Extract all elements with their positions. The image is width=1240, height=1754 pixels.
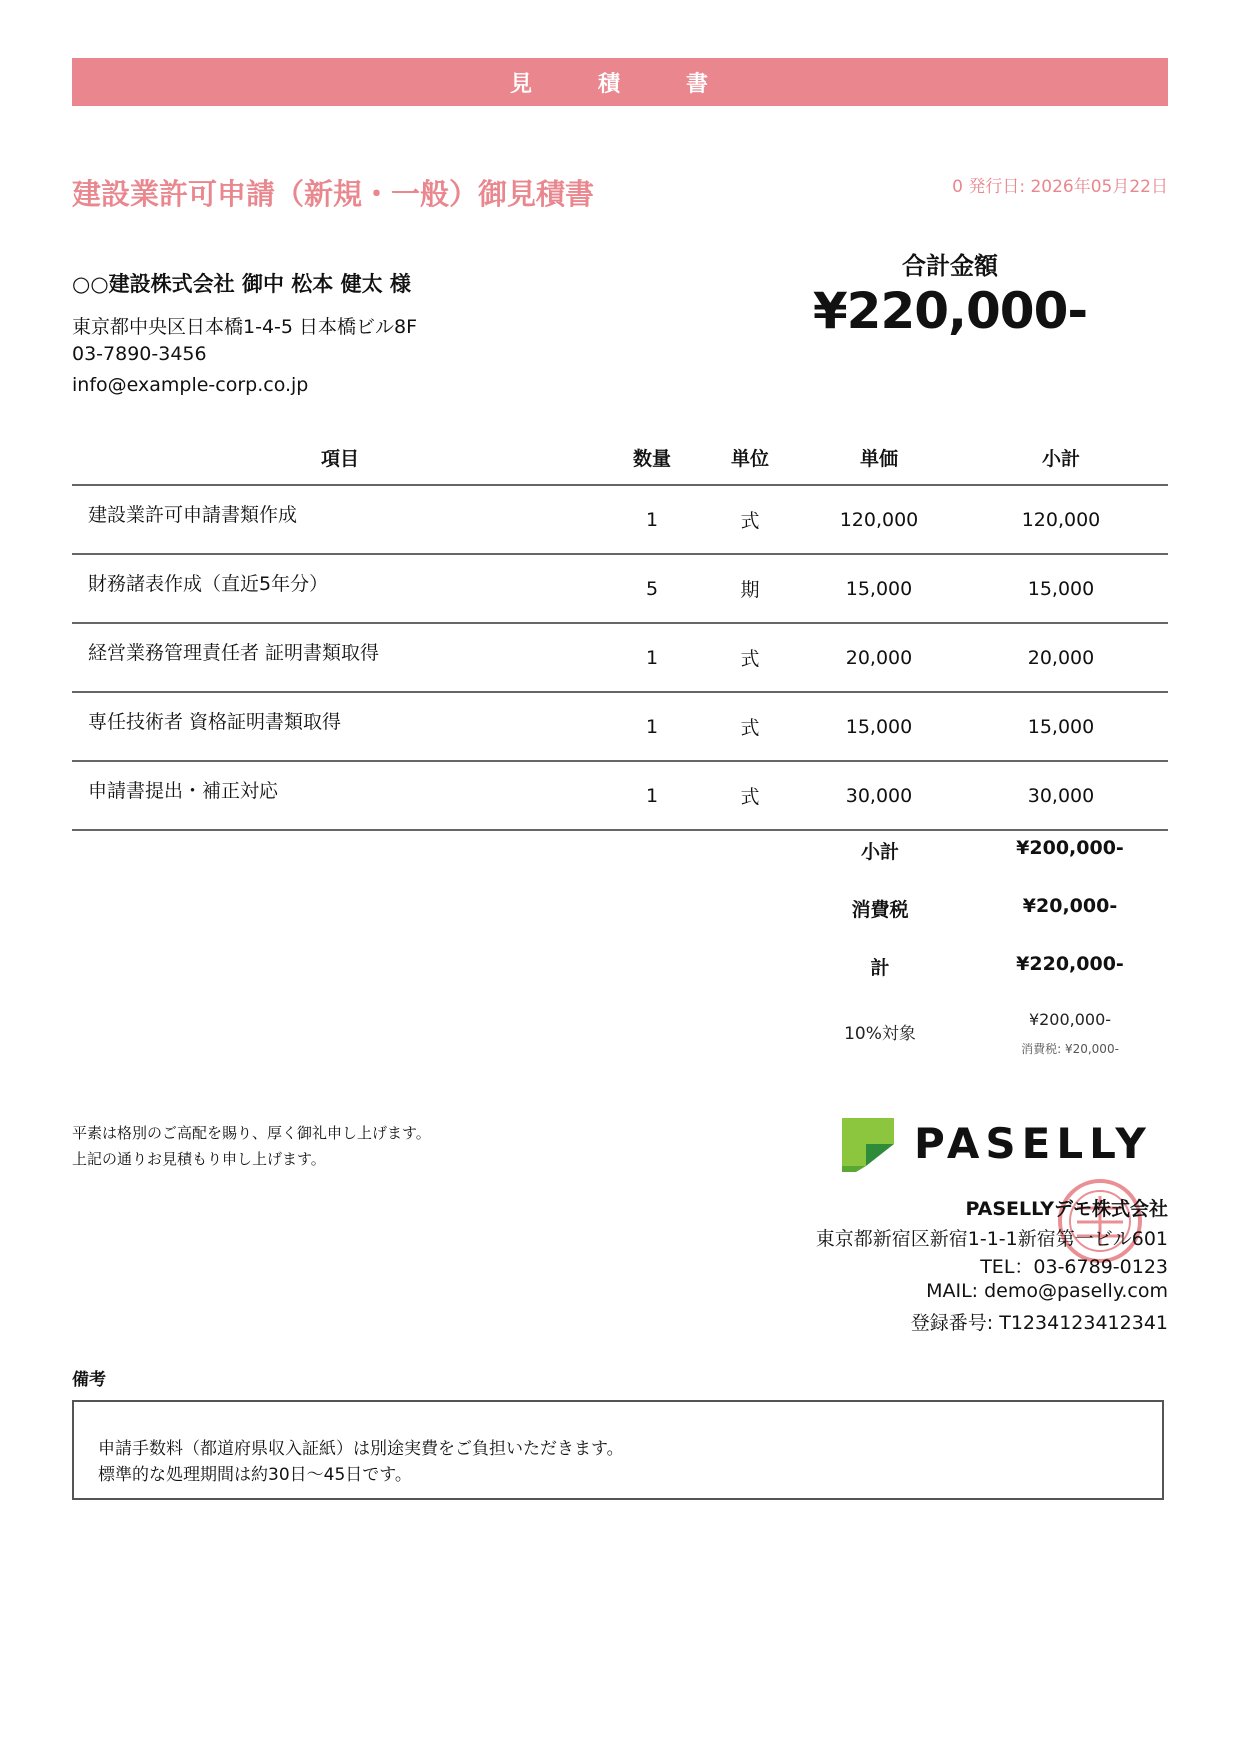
document-type-banner: 見 積 書 [72,58,1168,106]
tax-label: 消費税 [851,899,909,921]
remarks-line-1: 申請手数料（都道府県収入証紙）は別途実費をご負担いただきます。 [98,1439,624,1459]
remarks-line-2: 標準的な処理期間は約30日〜45日です。 [98,1465,412,1485]
greeting-line-2: 上記の通りお見積もり申し上げます。 [72,1150,326,1168]
table-header-row [72,430,1168,485]
item-subtotal: 15,000 [954,692,1168,761]
table-row [72,623,1168,692]
item-subtotal: 15,000 [954,554,1168,623]
client-name: ○○建設株式会社 御中 松本 健太 様 [72,272,411,296]
item-subtotal: 30,000 [954,761,1168,830]
item-name: 経営業務管理責任者 証明書類取得 [72,623,608,692]
item-price: 20,000 [804,623,954,692]
item-subtotal: 20,000 [954,623,1168,692]
item-unit: 式 [696,761,804,830]
item-qty: 1 [608,692,696,761]
item-unit: 式 [696,485,804,554]
item-name: 専任技術者 資格証明書類取得 [72,692,608,761]
subtotal-value: ¥200,000- [1016,837,1124,859]
item-qty: 1 [608,761,696,830]
company-name: PASELLYデモ株式会社 [965,1198,1168,1220]
paselly-logo-mark-icon [836,1110,1168,1174]
table-row [72,761,1168,830]
item-unit: 期 [696,554,804,623]
item-unit: 式 [696,623,804,692]
company-address: 東京都新宿区新宿1-1-1新宿第一ビル601 [815,1228,1168,1250]
item-name: 建設業許可申請書類作成 [72,485,608,554]
item-qty: 1 [608,623,696,692]
table-row [72,485,1168,554]
tax-value: ¥20,000- [1022,895,1118,917]
client-phone: 03-7890-3456 [72,343,207,365]
item-qty: 5 [608,554,696,623]
company-mail: MAIL: demo@paselly.com [926,1280,1168,1302]
item-name: 財務諸表作成（直近5年分） [72,554,608,623]
tax-target-amount: ¥200,000- [1028,1010,1112,1029]
line-items-table [72,430,1168,831]
item-price: 30,000 [804,761,954,830]
remarks-box [72,1400,1164,1500]
item-price: 120,000 [804,485,954,554]
total-amount: ¥220,000- [812,282,1088,340]
item-name: 申請書提出・補正対応 [72,761,608,830]
header-price: 単価 [804,430,954,485]
total-amount-label: 合計金額 [902,252,998,280]
subtotal-label: 小計 [860,841,899,863]
item-price: 15,000 [804,554,954,623]
header-qty: 数量 [608,430,696,485]
company-logo [836,1110,1168,1174]
grand-total-label: 計 [870,957,890,979]
logo-wordmark: PASELLY [914,1119,1152,1168]
grand-total-value: ¥220,000- [1016,953,1124,975]
tax-target-label: 10%対象 [844,1024,916,1044]
item-price: 15,000 [804,692,954,761]
document-title: 建設業許可申請（新規・一般）御見積書 [72,177,595,211]
item-qty: 1 [608,485,696,554]
company-tel: TEL：03-6789-0123 [980,1256,1168,1278]
client-address: 東京都中央区日本橋1-4-5 日本橋ビル8F [72,316,418,338]
item-subtotal: 120,000 [954,485,1168,554]
item-unit: 式 [696,692,804,761]
issue-date: 0 発行日: 2026年05月22日 [952,177,1168,197]
header-subtotal: 小計 [954,430,1168,485]
client-email: info@example-corp.co.jp [72,374,309,396]
company-registration: 登録番号: T1234123412341 [910,1312,1168,1334]
remarks-label: 備考 [72,1370,106,1390]
header-item: 項目 [72,430,608,485]
tax-target-tax: 消費税: ¥20,000- [1021,1042,1119,1056]
header-unit: 単位 [696,430,804,485]
table-row [72,554,1168,623]
table-row [72,692,1168,761]
greeting-line-1: 平素は格別のご高配を賜り、厚く御礼申し上げます。 [72,1124,431,1142]
